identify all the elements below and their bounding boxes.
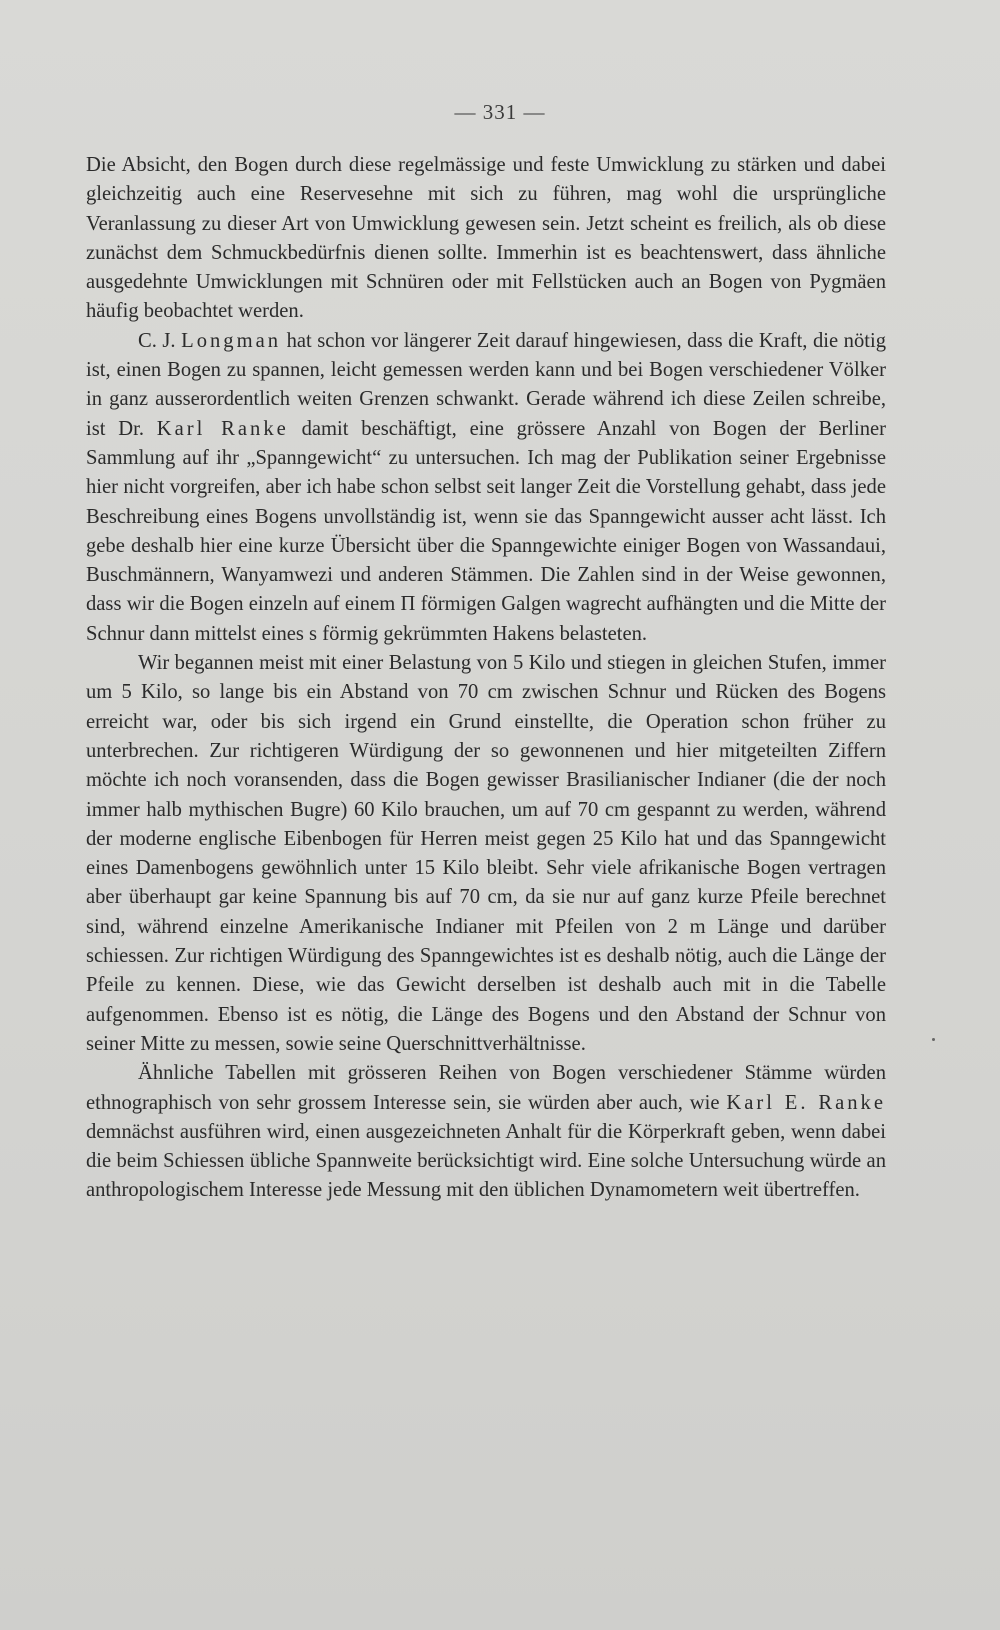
margin-speck xyxy=(932,1038,935,1041)
paragraph-text: damit beschäftigt, eine grössere Anzahl von Bogen der Berliner Sammlung auf ihr „Spanngewicht“ zu untersuchen. Ich mag der Publikation seiner Ergebnisse hier nicht vorgreifen, aber ich habe schon selbst seit langer Zeit die Vorstellung gehabt, dass jede Beschreibung eines Bogens unvollständig ist, wenn sie das Spanngewicht ausser acht lässt. Ich gebe deshalb hier eine kurze Übersicht über die Spanngewichte einiger Bogen von Wassandaui, Buschmännern, Wanyamwezi und anderen Stämmen. Die Zahlen sind in der Weise gewonnen, dass wir die Bogen einzeln auf einem Π förmigen Galgen wagrecht aufhängten und die Mitte der Schnur dann mittelst eines s förmig gekrümmten Hakens belasteten. xyxy=(86,417,886,645)
paragraph-text: hat schon vor längerer Zeit darauf hingewiesen, dass die Kraft, die nötig ist, einen Bogen zu spannen, leicht gemessen werden kann und bei Bogen verschiedener Völker in ganz ausserordentlich weiten Grenzen schwankt. Gerade während ich diese Zeilen schreibe, ist Dr. xyxy=(86,329,886,440)
body-text xyxy=(86,151,886,1206)
paragraph-text: C. J. xyxy=(138,329,182,352)
paragraph-text: Ähnliche Tabellen mit grösseren Reihen von Bogen verschiedener Stämme würden ethnographisch von sehr grossem Interesse sein, sie würden aber auch, wie xyxy=(86,1062,886,1114)
author-name-karl-e-ranke: Karl E. Ranke xyxy=(726,1091,886,1114)
paragraph-2 xyxy=(86,327,886,649)
paragraph-4 xyxy=(86,1059,886,1205)
paragraph-text: Die Absicht, den Bogen durch diese regelmässige und feste Umwicklung zu stärken und dabei gleichzeitig auch eine Reservesehne mit sich zu führen, mag wohl die ursprüngliche Veranlassung zu dieser Art von Umwicklung gewesen sein. Jetzt scheint es freilich, als ob diese zunächst dem Schmuckbedürfnis dienen sollte. Immerhin ist es beachtenswert, dass ähnliche ausgedehnte Umwicklungen mit Schnüren oder mit Fellstücken auch an Bogen von Pygmäen häufig beobachtet werden. xyxy=(86,154,886,323)
author-name-longman: Longman xyxy=(181,329,282,352)
paragraph-text: Wir begannen meist mit einer Belastung von 5 Kilo und stiegen in gleichen Stufen, immer um 5 Kilo, so lange bis ein Abstand von 70 cm zwischen Schnur und Rücken des Bogens erreicht war, oder bis sich irgend ein Grund einstellte, die Operation schon früher zu unterbrechen. Zur richtigeren Würdigung der so gewonnenen und hier mitgeteilten Ziffern möchte ich noch voransenden, dass die Bogen gewisser Brasilianischer Indianer (die der noch immer halb mythischen Bugre) 60 Kilo brauchen, um auf 70 cm gespannt zu werden, während der moderne englische Eibenbogen für Herren meist gegen 25 Kilo hat und das Spanngewicht eines Damenbogens gewöhnlich unter 15 Kilo bleibt. Sehr viele afrikanische Bogen vertragen aber überhaupt gar keine Spannung bis auf 70 cm, da sie nur auf ganz kurze Pfeile berechnet sind, während einzelne Amerikanische Indianer mit Pfeilen von 2 m Länge und darüber schiessen. Zur richtigen Würdigung des Spanngewichtes ist es deshalb nötig, auch die Länge der Pfeile zu kennen. Diese, wie das Gewicht derselben ist deshalb auch mit in die Tabelle aufgenommen. Ebenso ist es nötig, die Länge des Bogens und den Abstand der Schnur von seiner Mitte zu messen, sowie seine Querschnittverhältnisse. xyxy=(86,652,886,1055)
paragraph-text: demnächst ausführen wird, einen ausgezeichneten Anhalt für die Körperkraft geben, wenn dabei die beim Schiessen übliche Spannweite berücksichtigt wird. Eine solche Untersuchung würde an anthropologischem Interesse jede Messung mit den üblichen Dynamometern weit übertreffen. xyxy=(86,1120,886,1202)
author-name-karl-ranke: Karl Ranke xyxy=(156,417,289,440)
paragraph-3 xyxy=(86,649,886,1059)
page-number: — 331 — xyxy=(454,100,546,124)
paragraph-1 xyxy=(86,151,886,327)
